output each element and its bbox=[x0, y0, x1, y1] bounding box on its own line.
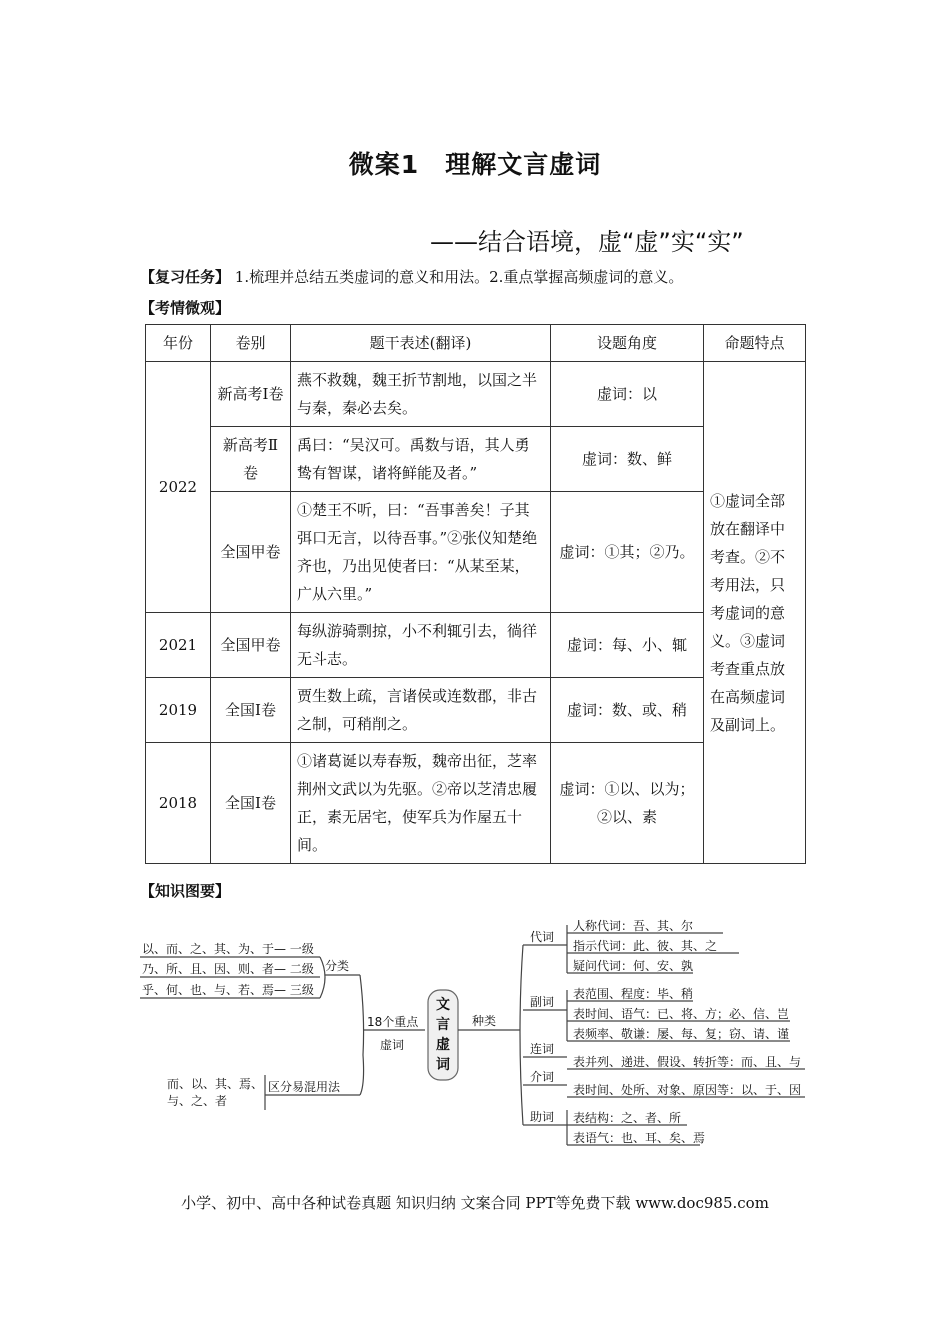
task-text: 1.梳理并总结五类虚词的意义和用法。2.重点掌握高频虚词的意义。 bbox=[234, 268, 684, 286]
map-item: 疑问代词：何、安、孰 bbox=[573, 959, 694, 973]
map-level-2: 乃、所、且、因、则、者— 二级 bbox=[142, 962, 314, 976]
header-angle: 设题角度 bbox=[551, 325, 704, 362]
cell-paper: 新高考Ⅰ卷 bbox=[211, 362, 291, 427]
page-title: 微案1 理解文言虚词 bbox=[348, 150, 602, 179]
cell-angle: 虚词：①其；②乃。 bbox=[551, 492, 704, 613]
map-cat-lianci: 连词 bbox=[530, 1042, 555, 1056]
page-subtitle: ——结合语境，虚“虚”实“实” bbox=[430, 228, 744, 256]
map-center-4: 词 bbox=[436, 1057, 450, 1073]
map-key-word: 虚词 bbox=[380, 1038, 405, 1052]
map-level-1: 以、而、之、其、为、于— 一级 bbox=[142, 942, 314, 956]
cell-year: 2018 bbox=[146, 743, 211, 864]
cell-stem: 燕不救魏，魏王折节割地，以国之半与秦，秦必去矣。 bbox=[291, 362, 551, 427]
map-cat-jieci: 介词 bbox=[530, 1070, 555, 1084]
cell-stem: 每纵游骑剽掠，小不利辄引去，徜徉无斗志。 bbox=[291, 613, 551, 678]
map-confuse-1: 而、以、其、焉、 bbox=[167, 1077, 264, 1091]
map-center-3: 虚 bbox=[436, 1037, 450, 1053]
cell-angle: 虚词：①以、以为；②以、素 bbox=[551, 743, 704, 864]
header-year: 年份 bbox=[146, 325, 211, 362]
header-feature: 命题特点 bbox=[704, 325, 806, 362]
cell-stem: ①楚王不听，曰：“吾事善矣！子其弭口无言，以待吾事。”②张仪知楚绝齐也，乃出见使者曰：“从某至某，广从六里。” bbox=[291, 492, 551, 613]
map-item: 表并列、递进、假设、转折等：而、且、与 bbox=[573, 1055, 802, 1069]
map-cat-fuci: 副词 bbox=[530, 995, 555, 1009]
exam-label: 【考情微观】 bbox=[140, 299, 231, 317]
map-center-1: 文 bbox=[436, 997, 450, 1013]
cell-angle: 虚词：每、小、辄 bbox=[551, 613, 704, 678]
map-confuse-label: 区分易混用法 bbox=[268, 1080, 341, 1094]
exam-table bbox=[145, 324, 806, 864]
map-cat-zhuci: 助词 bbox=[530, 1110, 555, 1124]
cell-stem: 禹曰：“吴汉可。禹数与语，其人勇鸷有智谋，诸将鲜能及者。” bbox=[291, 427, 551, 492]
cell-stem: ①诸葛诞以寿春叛，魏帝出征，芝率荆州文武以为先驱。②帝以芝清忠履正，素无居宅，使军兵为作屋五十间。 bbox=[291, 743, 551, 864]
cell-paper: 新高考Ⅱ卷 bbox=[211, 427, 291, 492]
map-item: 表频率、敬谦：屡、每、复；窃、请、谨 bbox=[573, 1027, 790, 1041]
cell-angle: 虚词：数、鲜 bbox=[551, 427, 704, 492]
cell-stem: 贾生数上疏，言诸侯或连数郡，非古之制，可稍削之。 bbox=[291, 678, 551, 743]
cell-paper: 全国甲卷 bbox=[211, 492, 291, 613]
cell-year: 2022 bbox=[146, 362, 211, 613]
map-item: 表时间、语气：已、将、方；必、信、岂 bbox=[573, 1007, 790, 1021]
table-row bbox=[146, 362, 806, 427]
footer: 小学、初中、高中各种试卷真题 知识归纳 文案合同 PPT等免费下载 www.doc985.com bbox=[181, 1194, 769, 1212]
map-item: 指示代词：此、彼、其、之 bbox=[573, 939, 718, 953]
map-item: 表范围、程度：毕、稍 bbox=[573, 987, 694, 1001]
task-line bbox=[140, 266, 683, 287]
map-item: 人称代词：吾、其、尔 bbox=[573, 919, 694, 933]
task-label: 【复习任务】 bbox=[140, 268, 231, 286]
cell-angle: 虚词：数、或、稍 bbox=[551, 678, 704, 743]
cell-year: 2021 bbox=[146, 613, 211, 678]
map-cat-daici: 代词 bbox=[530, 930, 555, 944]
map-kind-label: 种类 bbox=[472, 1014, 497, 1028]
map-item: 表结构：之、者、所 bbox=[573, 1111, 682, 1125]
cell-paper: 全国Ⅰ卷 bbox=[211, 743, 291, 864]
cell-year: 2019 bbox=[146, 678, 211, 743]
map-item: 表时间、处所、对象、原因等：以、于、因 bbox=[573, 1083, 802, 1097]
knowledge-map bbox=[135, 905, 815, 1155]
table-header-row bbox=[146, 325, 806, 362]
map-level-3: 乎、何、也、与、若、焉— 三级 bbox=[142, 983, 314, 997]
map-item: 表语气：也、耳、矣、焉 bbox=[573, 1131, 706, 1145]
header-paper: 卷别 bbox=[211, 325, 291, 362]
map-label: 【知识图要】 bbox=[140, 882, 231, 900]
cell-feature: ①虚词全部放在翻译中考查。②不考用法，只考虚词的意义。③虚词考查重点放在高频虚词及副词上。 bbox=[704, 362, 806, 864]
cell-angle: 虚词：以 bbox=[551, 362, 704, 427]
cell-paper: 全国甲卷 bbox=[211, 613, 291, 678]
header-stem: 题干表述(翻译) bbox=[291, 325, 551, 362]
map-confuse-2: 与、之、者 bbox=[167, 1094, 228, 1108]
cell-paper: 全国Ⅰ卷 bbox=[211, 678, 291, 743]
map-key-18: 18个重点 bbox=[367, 1015, 419, 1029]
map-classify-label: 分类 bbox=[325, 959, 350, 973]
map-center-2: 言 bbox=[436, 1017, 450, 1033]
